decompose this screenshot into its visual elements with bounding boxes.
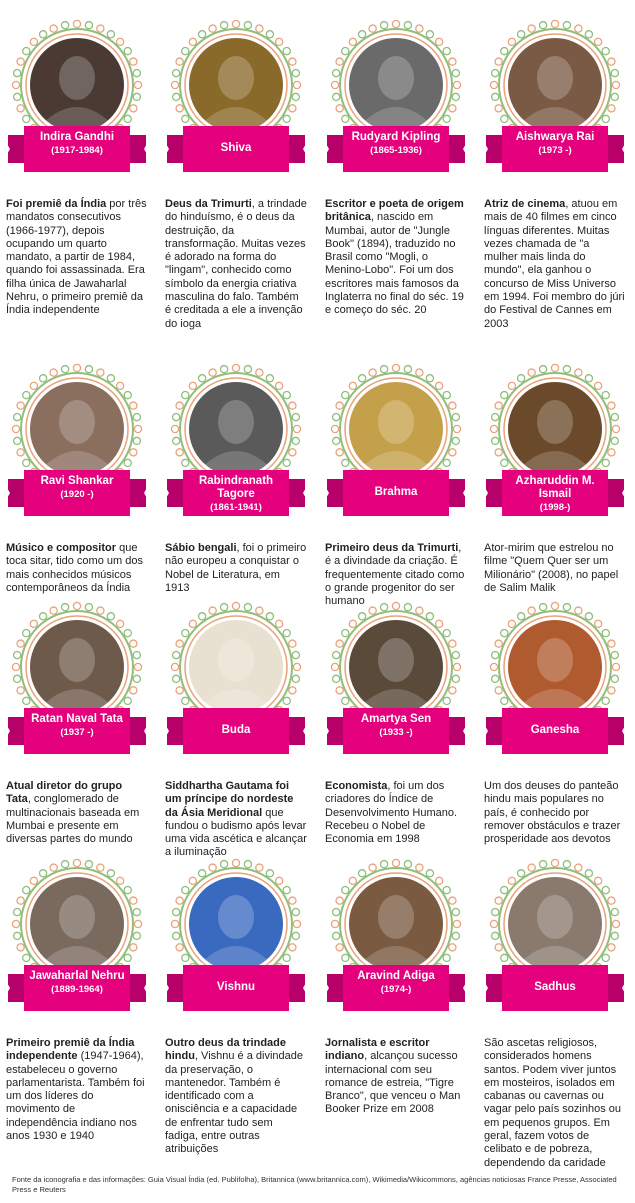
description-body: , foi o primeiro não europeu a conquistar o Nobel de Literatura, em 1913 bbox=[165, 542, 307, 594]
ribbon-notch-left bbox=[2, 479, 10, 507]
years-text: (1933 -) bbox=[379, 727, 413, 738]
name-ribbon bbox=[161, 965, 311, 1011]
portrait-silhouette-head bbox=[59, 895, 95, 939]
ribbon-notch-left bbox=[321, 717, 329, 745]
name-ribbon bbox=[161, 708, 311, 754]
description-body: , nascido em Mumbai, autor de "Jungle Book" (1894), traduzido no Brasil como "Mogli, o Menino-Lobo". Foi um dos escritores mais famosos da Inglaterra no final do séc. 19 e começo do séc. 20 bbox=[325, 211, 464, 317]
ribbon-notch-right bbox=[303, 135, 311, 163]
ribbon-notch-right bbox=[303, 717, 311, 745]
person-name bbox=[502, 475, 608, 514]
description bbox=[325, 198, 467, 318]
portrait-silhouette-head bbox=[59, 638, 95, 682]
ribbon-notch-right bbox=[144, 479, 152, 507]
description bbox=[6, 198, 148, 318]
person-name bbox=[343, 970, 449, 996]
description bbox=[484, 198, 626, 331]
source-credit: Fonte da iconografia e das informações: Guia Visual Índia (ed. Publifolha), Britannica (www.britannica.com), Wikimedia/Wikicommons, agências noticiosas France Presse, Associated Press e Reuters bbox=[12, 1175, 617, 1194]
description bbox=[6, 780, 148, 846]
description bbox=[165, 542, 307, 595]
person-name bbox=[24, 131, 130, 157]
ribbon-notch-left bbox=[321, 974, 329, 1002]
ribbon-notch-left bbox=[480, 135, 488, 163]
description-body: , Vishnu é a divindade da preservação, o mantenedor. Também é identificado com a onisciência e a capacidade de enfrentar tudo sem fadiga, entre outras atribuições bbox=[165, 1050, 303, 1156]
name-ribbon bbox=[480, 708, 630, 754]
description bbox=[484, 542, 626, 595]
description-lead: Atriz de cinema bbox=[484, 198, 566, 210]
ribbon-notch-left bbox=[480, 479, 488, 507]
portrait-silhouette-head bbox=[218, 638, 254, 682]
description-lead: Deus da Trimurti bbox=[165, 198, 252, 210]
description-lead: Economista bbox=[325, 780, 388, 792]
description bbox=[6, 1037, 148, 1143]
name-ribbon bbox=[2, 965, 152, 1011]
name-text: Indira Gandhi bbox=[39, 131, 115, 143]
name-ribbon bbox=[480, 965, 630, 1011]
description-body: Ator-mirim que estrelou no filme "Quem Quer ser um Milionário" (2008), no papel de Salim Malik bbox=[484, 542, 619, 594]
description bbox=[484, 1037, 626, 1170]
description-body: por três mandatos consecutivos (1966-1977), depois ocupando um quarto mandato, a partir de 1984, quando foi assassinada. Era filha única de Jawaharlal Nehru, o primeiro premiê da Índia independente bbox=[6, 198, 147, 317]
description-lead: Escritor e poeta de origem britânica bbox=[325, 198, 464, 224]
ribbon-notch-left bbox=[480, 974, 488, 1002]
ribbon-notch-left bbox=[161, 717, 169, 745]
person-name bbox=[343, 713, 449, 739]
portrait-silhouette-head bbox=[378, 638, 414, 682]
portrait-silhouette-head bbox=[537, 56, 573, 100]
portrait-silhouette-head bbox=[537, 895, 573, 939]
name-ribbon bbox=[321, 708, 471, 754]
ribbon-notch-right bbox=[463, 974, 471, 1002]
person-name bbox=[343, 486, 449, 499]
description bbox=[484, 780, 626, 846]
description-body: , foi um dos criadores do Índice de Desenvolvimento Humano. Recebeu o Nobel de Economia em 1998 bbox=[325, 780, 458, 846]
years-text: (1998-) bbox=[539, 502, 571, 513]
ribbon-notch-left bbox=[480, 717, 488, 745]
description-body: São ascetas religiosos, considerados homens santos. Podem viver juntos em mosteiros, isolados em cabanas ou cavernas ou vagar pelo país sozinhos ou em pequenos grupos. Em geral, fazem votos de celibato e de pobreza, dependendo da caridade bbox=[484, 1037, 621, 1169]
ribbon-notch-left bbox=[2, 717, 10, 745]
years-text: (1861-1941) bbox=[210, 502, 262, 513]
name-ribbon bbox=[480, 126, 630, 172]
description-body: , a trindade do hinduísmo, é o deus da destruição, da transformação. Muitas vezes é adorado na forma do "lingam", conhecido como símbolo da energia criativa masculina do falo. Também é creditada a ele a invenção do ioga bbox=[165, 198, 307, 330]
portrait-silhouette-head bbox=[59, 400, 95, 444]
description bbox=[165, 198, 307, 331]
description-body: que fundou o budismo após levar uma vida ascética e alcançar a iluminação bbox=[165, 806, 307, 859]
description-lead: Jornalista e escritor indiano bbox=[325, 1037, 430, 1063]
description bbox=[6, 542, 148, 595]
name-text: Amartya Sen bbox=[360, 713, 432, 725]
portrait-silhouette-head bbox=[537, 638, 573, 682]
person-name bbox=[502, 724, 608, 737]
portrait-silhouette-head bbox=[218, 400, 254, 444]
description-lead: Primeiro premiê da Índia independente bbox=[6, 1037, 135, 1063]
name-text: Vishnu bbox=[216, 981, 256, 993]
name-text: Aishwarya Rai bbox=[515, 131, 595, 143]
portrait-silhouette-head bbox=[537, 400, 573, 444]
portrait-silhouette-head bbox=[218, 895, 254, 939]
portrait-silhouette-head bbox=[59, 56, 95, 100]
ribbon-notch-right bbox=[303, 974, 311, 1002]
name-text: Rabindranath Tagore bbox=[198, 475, 274, 500]
ribbon-notch-right bbox=[303, 479, 311, 507]
description-body: , conglomerado de multinacionais baseada em Mumbai e presente em diversas partes do mundo bbox=[6, 793, 140, 846]
name-text: Buda bbox=[221, 724, 251, 736]
name-text: Jawaharlal Nehru bbox=[29, 970, 125, 982]
description-lead: Primeiro deus da Trimurti bbox=[325, 542, 459, 554]
name-text: Sadhus bbox=[534, 981, 576, 993]
name-ribbon bbox=[161, 470, 311, 516]
years-text: (1937 -) bbox=[60, 727, 94, 738]
person-name bbox=[502, 131, 608, 157]
portrait-silhouette-head bbox=[378, 56, 414, 100]
person-name bbox=[24, 713, 130, 739]
description bbox=[325, 542, 467, 608]
ribbon-notch-right bbox=[463, 479, 471, 507]
ribbon-notch-left bbox=[161, 974, 169, 1002]
years-text: (1920 -) bbox=[60, 489, 94, 500]
name-text: Ratan Naval Tata bbox=[31, 713, 123, 725]
description-lead: Foi premiê da Índia bbox=[6, 198, 107, 210]
description-lead: Músico e compositor bbox=[6, 542, 117, 554]
portrait-silhouette-head bbox=[218, 56, 254, 100]
years-text: (1917-1984) bbox=[51, 145, 103, 156]
years-text: (1865-1936) bbox=[370, 145, 422, 156]
person-name bbox=[183, 981, 289, 994]
description-body: , alcançou sucesso internacional com seu romance de estreia, "Tigre Branco", que venceu o Man Booker Prize em 2008 bbox=[325, 1050, 461, 1116]
ribbon-notch-left bbox=[161, 479, 169, 507]
description-body: (1947-1964), estabeleceu o governo parlamentarista. Também foi um dos líderes do movimento de independência indiano nos anos 1930 e 1940 bbox=[6, 1050, 145, 1143]
description-lead: Sábio bengali bbox=[165, 542, 237, 554]
name-text: Aravind Adiga bbox=[357, 970, 435, 982]
years-text: (1974-) bbox=[380, 984, 412, 995]
description bbox=[165, 780, 307, 860]
description-body: Um dos deuses do panteão hindu mais populares no país, é conhecido por remover obstáculos e trazer prosperidade aos devotos bbox=[484, 780, 621, 846]
person-name bbox=[183, 475, 289, 514]
person-name bbox=[502, 981, 608, 994]
ribbon-notch-right bbox=[622, 479, 630, 507]
person-name bbox=[343, 131, 449, 157]
description-lead: Outro deus da trindade hindu bbox=[165, 1037, 287, 1063]
name-ribbon bbox=[161, 126, 311, 172]
name-ribbon bbox=[321, 965, 471, 1011]
ribbon-notch-right bbox=[144, 135, 152, 163]
name-text: Ravi Shankar bbox=[40, 475, 114, 487]
ribbon-notch-left bbox=[2, 135, 10, 163]
description bbox=[165, 1037, 307, 1157]
ribbon-notch-right bbox=[463, 717, 471, 745]
name-ribbon bbox=[2, 708, 152, 754]
name-ribbon bbox=[480, 470, 630, 516]
description bbox=[325, 1037, 467, 1117]
description-body: , atuou em mais de 40 filmes em cinco línguas diferentes. Muitas vezes chamada de "a mulher mais linda do mundo", ela ganhou o concurso de Miss Universo em 1994. Foi membro do júri do Festival de Cannes em 2003 bbox=[484, 198, 625, 330]
name-ribbon bbox=[321, 470, 471, 516]
name-text: Shiva bbox=[220, 142, 252, 154]
description-lead: Atual diretor do grupo Tata bbox=[6, 780, 123, 806]
name-text: Ganesha bbox=[530, 724, 580, 736]
name-ribbon bbox=[321, 126, 471, 172]
years-text: (1973 -) bbox=[538, 145, 572, 156]
ribbon-notch-right bbox=[463, 135, 471, 163]
ribbon-notch-right bbox=[622, 135, 630, 163]
ribbon-notch-right bbox=[622, 974, 630, 1002]
name-text: Azharuddin M. Ismail bbox=[515, 475, 595, 500]
name-text: Rudyard Kipling bbox=[351, 131, 441, 143]
description-body: que toca sitar, tido como um dos mais conhecidos músicos contemporâneos da Índia bbox=[6, 542, 143, 594]
portrait-silhouette-head bbox=[378, 400, 414, 444]
name-text: Brahma bbox=[374, 486, 418, 498]
person-name bbox=[183, 142, 289, 155]
person-name bbox=[24, 475, 130, 501]
name-ribbon bbox=[2, 470, 152, 516]
person-name bbox=[24, 970, 130, 996]
ribbon-notch-left bbox=[321, 479, 329, 507]
ribbon-notch-left bbox=[321, 135, 329, 163]
description-lead: Siddhartha Gautama foi um príncipe do nordeste da Ásia Meridional bbox=[165, 780, 294, 819]
portrait-silhouette-head bbox=[378, 895, 414, 939]
ribbon-notch-right bbox=[622, 717, 630, 745]
years-text: (1889-1964) bbox=[51, 984, 103, 995]
ribbon-notch-left bbox=[161, 135, 169, 163]
ribbon-notch-left bbox=[2, 974, 10, 1002]
ribbon-notch-right bbox=[144, 717, 152, 745]
person-name bbox=[183, 724, 289, 737]
ribbon-notch-right bbox=[144, 974, 152, 1002]
name-ribbon bbox=[2, 126, 152, 172]
description-body: , é a divindade da criação. É frequentemente citado como o grande progenitor do ser humano bbox=[325, 542, 465, 608]
description bbox=[325, 780, 467, 846]
